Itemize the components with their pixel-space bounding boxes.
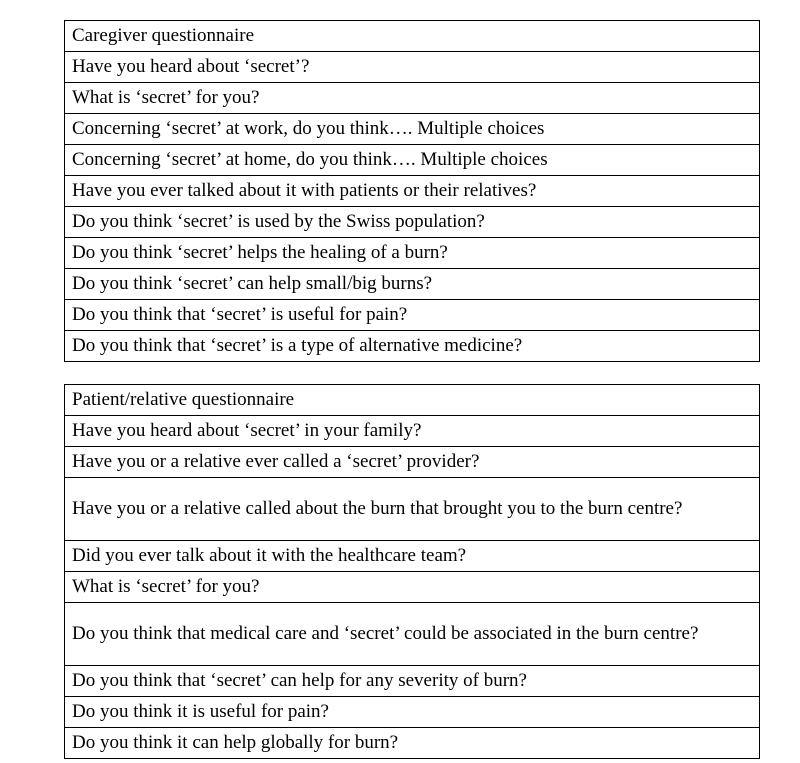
question-cell: Do you think that ‘secret’ can help for any severity of burn? xyxy=(65,666,760,697)
table-row xyxy=(65,478,760,541)
table-row xyxy=(65,114,760,145)
question-cell: Have you or a relative ever called a ‘secret’ provider? xyxy=(65,447,760,478)
table-row xyxy=(65,541,760,572)
table-header-row xyxy=(65,21,760,52)
table-row xyxy=(65,83,760,114)
table-row xyxy=(65,416,760,447)
caregiver-table-title: Caregiver questionnaire xyxy=(65,21,760,52)
table-row xyxy=(65,176,760,207)
patient-questionnaire-table xyxy=(64,384,760,759)
table-row xyxy=(65,447,760,478)
table-row xyxy=(65,207,760,238)
question-cell: What is ‘secret’ for you? xyxy=(65,83,760,114)
table-row xyxy=(65,300,760,331)
table-row xyxy=(65,52,760,83)
question-cell: Do you think ‘secret’ can help small/big burns? xyxy=(65,269,760,300)
table-row xyxy=(65,666,760,697)
question-cell: What is ‘secret’ for you? xyxy=(65,572,760,603)
question-cell: Have you heard about ‘secret’? xyxy=(65,52,760,83)
question-cell: Have you heard about ‘secret’ in your family? xyxy=(65,416,760,447)
table-row xyxy=(65,269,760,300)
table-row xyxy=(65,728,760,759)
question-cell: Do you think it can help globally for burn? xyxy=(65,728,760,759)
patient-table-title: Patient/relative questionnaire xyxy=(65,385,760,416)
question-cell: Do you think that medical care and ‘secret’ could be associated in the burn centre? xyxy=(65,603,760,666)
table-row xyxy=(65,331,760,362)
question-cell: Concerning ‘secret’ at work, do you think…. Multiple choices xyxy=(65,114,760,145)
table-row xyxy=(65,238,760,269)
table-row xyxy=(65,697,760,728)
question-cell: Did you ever talk about it with the healthcare team? xyxy=(65,541,760,572)
caregiver-questionnaire-table xyxy=(64,20,760,362)
question-cell: Concerning ‘secret’ at home, do you think…. Multiple choices xyxy=(65,145,760,176)
question-cell: Do you think it is useful for pain? xyxy=(65,697,760,728)
question-cell: Do you think that ‘secret’ is a type of alternative medicine? xyxy=(65,331,760,362)
question-cell: Do you think that ‘secret’ is useful for pain? xyxy=(65,300,760,331)
question-cell: Do you think ‘secret’ is used by the Swiss population? xyxy=(65,207,760,238)
table-row xyxy=(65,572,760,603)
question-cell: Have you or a relative called about the burn that brought you to the burn centre? xyxy=(65,478,760,541)
question-cell: Have you ever talked about it with patients or their relatives? xyxy=(65,176,760,207)
table-header-row xyxy=(65,385,760,416)
table-row xyxy=(65,145,760,176)
table-row xyxy=(65,603,760,666)
question-cell: Do you think ‘secret’ helps the healing of a burn? xyxy=(65,238,760,269)
